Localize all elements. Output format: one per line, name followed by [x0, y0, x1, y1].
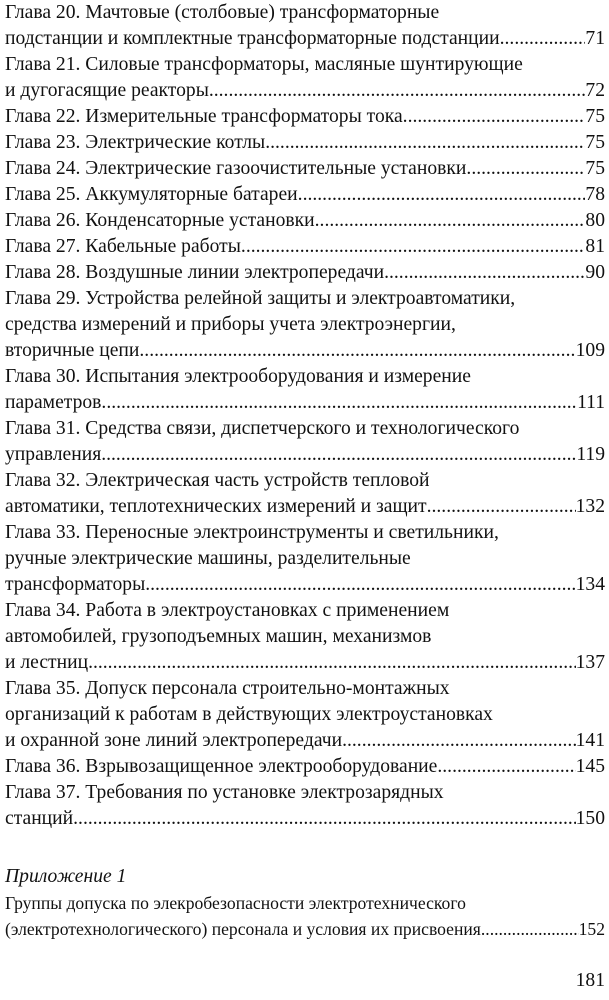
page-number: 181 — [575, 970, 605, 991]
toc-page-number: 71 — [585, 28, 605, 49]
dot-leader — [73, 806, 575, 832]
toc-entry-chapter-31[interactable] — [5, 442, 605, 468]
dot-leader — [101, 390, 577, 416]
appendix-text: (электротехнологического) персонала и условия их присвоения — [5, 919, 481, 939]
toc-line — [5, 520, 605, 546]
toc-entry-text: трансформаторы — [5, 574, 146, 595]
toc-entry-chapter-37[interactable] — [5, 806, 605, 832]
toc-entry-chapter-30[interactable] — [5, 390, 605, 416]
toc-entry-appendix-1[interactable] — [5, 916, 605, 942]
dot-leader — [466, 156, 585, 182]
dot-leader — [342, 728, 576, 754]
toc-page-number: 134 — [575, 574, 605, 595]
toc-entry-text: и лестниц — [5, 652, 89, 673]
toc-page-number: 72 — [585, 80, 605, 101]
toc-entry-text: подстанции и комплектные трансформаторные подстанции — [5, 28, 500, 49]
dot-leader — [139, 338, 575, 364]
toc-entry-text: и дугогасящие реакторы — [5, 80, 209, 101]
dot-leader — [437, 754, 575, 780]
dot-leader — [209, 78, 586, 104]
toc-entry-text: ручные электрические машины, разделительные — [5, 548, 411, 569]
toc-entry-text: Глава 36. Взрывозащищенное электрооборудование — [5, 756, 438, 777]
dot-leader — [265, 130, 585, 156]
toc-entry-text: Глава 27. Кабельные работы — [5, 236, 241, 257]
toc-page-number: 119 — [576, 444, 605, 465]
toc-entry-text: вторичные цепи — [5, 340, 140, 361]
toc-line — [5, 416, 605, 442]
toc-entry-chapter-34[interactable] — [5, 650, 605, 676]
toc-entry-text: Глава 28. Воздушные линии электропередачи — [5, 262, 385, 283]
toc-line — [5, 624, 605, 650]
toc-page-number: 75 — [585, 132, 605, 153]
toc-entry-chapter-27[interactable] — [5, 234, 605, 260]
toc-entry-text: Глава 30. Испытания электрооборудования и измерение — [5, 366, 471, 387]
toc-line — [5, 546, 605, 572]
toc-entry-chapter-24[interactable] — [5, 156, 605, 182]
toc-entry-text: Глава 37. Требования по установке электрозарядных — [5, 782, 444, 803]
toc-page-number: 150 — [575, 808, 605, 829]
toc-entry-chapter-35[interactable] — [5, 728, 605, 754]
toc-entry-chapter-23[interactable] — [5, 130, 605, 156]
toc-page-number: 141 — [575, 730, 605, 751]
dot-leader — [241, 234, 585, 260]
dot-leader — [500, 26, 586, 52]
toc-entry-chapter-33[interactable] — [5, 572, 605, 598]
toc-entry-text: станций — [5, 808, 74, 829]
toc-page-number: 111 — [577, 392, 605, 413]
toc-entry-text: автоматики, теплотехнических измерений и защит — [5, 496, 427, 517]
toc-page-number: 137 — [575, 652, 605, 673]
dot-leader — [88, 650, 576, 676]
toc-entry-text: параметров — [5, 392, 102, 413]
dot-leader — [481, 916, 579, 942]
toc-page-number: 75 — [585, 106, 605, 127]
toc-line — [5, 468, 605, 494]
toc-page-number: 90 — [585, 262, 605, 283]
toc-page-number: 75 — [585, 158, 605, 179]
toc-entry-chapter-36[interactable] — [5, 754, 605, 780]
toc-entry-text: Глава 24. Электрические газоочистительные установки — [5, 158, 467, 179]
toc-entry-text: средства измерений и приборы учета электроэнергии, — [5, 314, 456, 335]
toc-entry-text: Глава 34. Работа в электроустановках с применением — [5, 600, 450, 621]
toc-entry-chapter-21[interactable] — [5, 78, 605, 104]
toc-entry-text: Глава 35. Допуск персонала строительно-монтажных — [5, 678, 450, 699]
toc-entry-text: управления — [5, 444, 102, 465]
toc-entry-text: автомобилей, грузоподъемных машин, механизмов — [5, 626, 432, 647]
toc-entry-text: Глава 22. Измерительные трансформаторы тока — [5, 106, 403, 127]
toc-entry-text: Глава 26. Конденсаторные установки — [5, 210, 315, 231]
toc-line — [5, 598, 605, 624]
toc-page-number: 109 — [575, 340, 605, 361]
dot-leader — [145, 572, 575, 598]
toc-entry-chapter-29[interactable] — [5, 338, 605, 364]
toc-line — [5, 52, 605, 78]
toc-entry-text: Глава 23. Электрические котлы — [5, 132, 266, 153]
toc-line — [5, 312, 605, 338]
toc-page-number: 132 — [575, 496, 605, 517]
toc-line — [5, 0, 605, 26]
toc-entry-chapter-25[interactable] — [5, 182, 605, 208]
toc-entry-chapter-32[interactable] — [5, 494, 605, 520]
toc-entry-text: Глава 29. Устройства релейной защиты и электроавтоматики, — [5, 288, 516, 309]
toc-entry-text: Глава 21. Силовые трансформаторы, масляные шунтирующие — [5, 54, 523, 75]
toc-entry-chapter-26[interactable] — [5, 208, 605, 234]
toc-entry-text: Глава 25. Аккумуляторные батареи — [5, 184, 298, 205]
dot-leader — [101, 442, 576, 468]
toc-page-number: 80 — [585, 210, 605, 231]
toc-page-number: 81 — [585, 236, 605, 257]
toc-line — [5, 364, 605, 390]
toc-line — [5, 676, 605, 702]
dot-leader — [315, 208, 586, 234]
toc-line — [5, 286, 605, 312]
dot-leader — [403, 104, 586, 130]
toc-entry-chapter-22[interactable] — [5, 104, 605, 130]
toc-line — [5, 702, 605, 728]
toc-page-number: 152 — [578, 919, 605, 939]
toc-entry-text: Глава 33. Переносные электроинструменты и светильники, — [5, 522, 499, 543]
toc-entry-chapter-20[interactable] — [5, 26, 605, 52]
dot-leader — [384, 260, 585, 286]
toc-entry-text: Глава 32. Электрическая часть устройств тепловой — [5, 470, 430, 491]
toc-line — [5, 780, 605, 806]
appendix-text: Группы допуска по элекробезопасности электротехнического — [5, 893, 466, 913]
appendix-title: Приложение 1 — [5, 866, 127, 887]
dot-leader — [427, 494, 576, 520]
toc-page-number: 145 — [575, 756, 605, 777]
toc-entry-text: Глава 20. Мачтовые (столбовые) трансформаторные — [5, 2, 440, 23]
toc-entry-text: Глава 31. Средства связи, диспетчерского и технологического — [5, 418, 520, 439]
toc-page-number: 78 — [585, 184, 605, 205]
toc-entry-chapter-28[interactable] — [5, 260, 605, 286]
toc-line — [5, 890, 605, 916]
dot-leader — [298, 182, 586, 208]
toc-entry-text: организаций к работам в действующих электроустановках — [5, 704, 493, 725]
toc-entry-text: и охранной зоне линий электропередачи — [5, 730, 343, 751]
